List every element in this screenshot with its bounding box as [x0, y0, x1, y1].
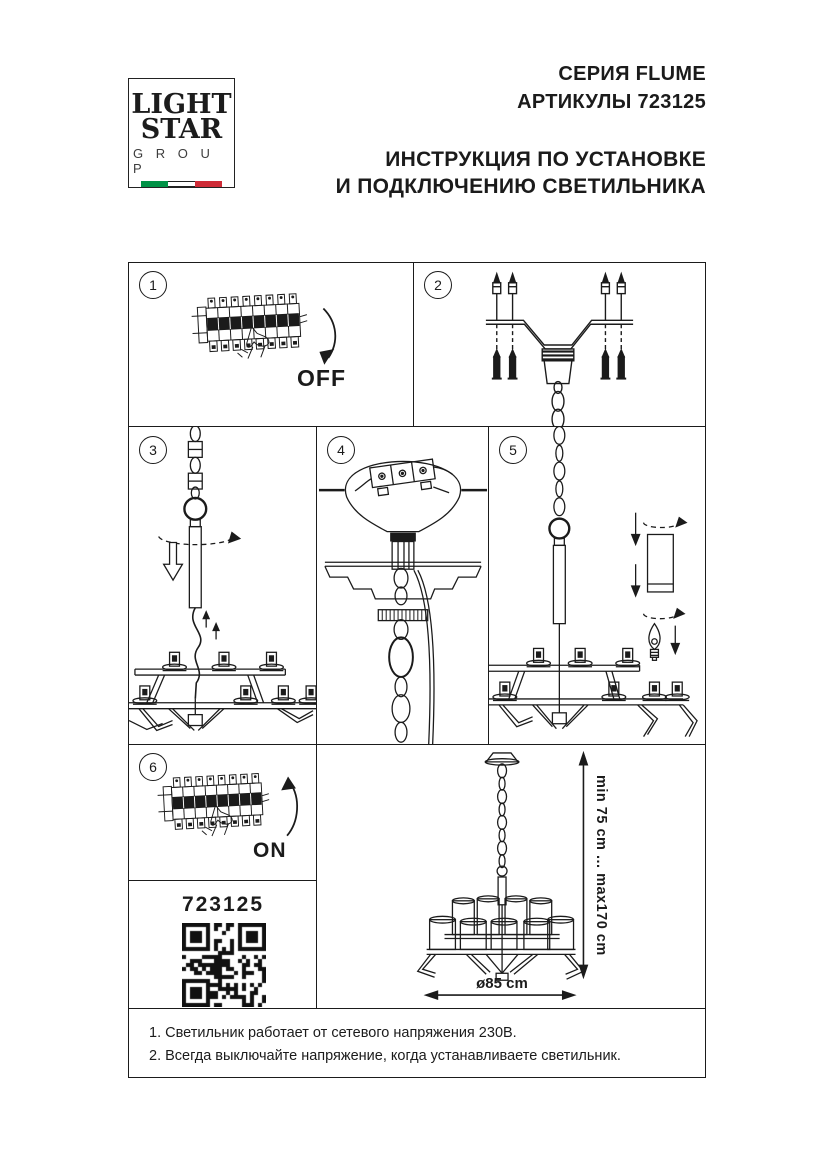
article-numbers: АРТИКУЛЫ 723125	[517, 91, 706, 113]
step-1-number: 1	[139, 271, 167, 299]
footer-note-1: 1. Светильник работает от сетевого напряжения 230В.	[149, 1025, 517, 1041]
flag-green	[141, 181, 168, 187]
step-1-panel	[128, 262, 415, 428]
on-label: ON	[253, 839, 287, 862]
dimensions-panel	[316, 744, 706, 1010]
lightstar-logo	[128, 78, 235, 188]
qr-panel	[128, 880, 318, 1010]
shade-install-drawing	[489, 427, 705, 745]
doc-title-line2: И ПОДКЛЮЧЕНИЮ СВЕТИЛЬНИКА	[335, 175, 706, 198]
flag-white	[168, 181, 195, 187]
step-4-panel	[316, 426, 490, 746]
step-2-panel	[413, 262, 706, 428]
article-number: 723125	[181, 893, 265, 916]
step-5-panel	[488, 426, 706, 746]
breaker-off-drawing	[129, 263, 414, 427]
ceiling-connection-drawing	[317, 427, 489, 745]
height-range-label: min 75 cm ... max170 cm	[593, 775, 609, 956]
step-5-number: 5	[499, 436, 527, 464]
flag-red	[195, 181, 222, 187]
diameter-label: ø85 cm	[476, 975, 528, 992]
logo-word-star: STAR	[140, 114, 223, 145]
chandelier-rod-drawing	[129, 427, 317, 745]
step-3-panel	[128, 426, 318, 746]
series-name: СЕРИЯ FLUME	[558, 63, 706, 85]
chandelier-dimensions-drawing	[317, 745, 705, 1009]
step-2-number: 2	[424, 271, 452, 299]
italian-flag-stripe	[141, 181, 223, 187]
doc-title-line1: ИНСТРУКЦИЯ ПО УСТАНОВКЕ	[385, 148, 706, 171]
logo-word-light: LIGHT	[131, 89, 232, 120]
off-label: OFF	[297, 365, 346, 391]
footer-notes-panel	[128, 1008, 706, 1078]
step-6-number: 6	[139, 753, 167, 781]
footer-note-2: 2. Всегда выключайте напряжение, когда устанавливаете светильник.	[149, 1048, 621, 1064]
qr-code	[182, 923, 266, 1007]
step-3-number: 3	[139, 436, 167, 464]
breaker-on-drawing	[129, 745, 317, 881]
mounting-bracket-drawing	[414, 263, 705, 427]
step-4-number: 4	[327, 436, 355, 464]
logo-word-group: G R O U P	[133, 146, 215, 176]
step-6-panel	[128, 744, 318, 882]
header-text	[336, 60, 706, 200]
